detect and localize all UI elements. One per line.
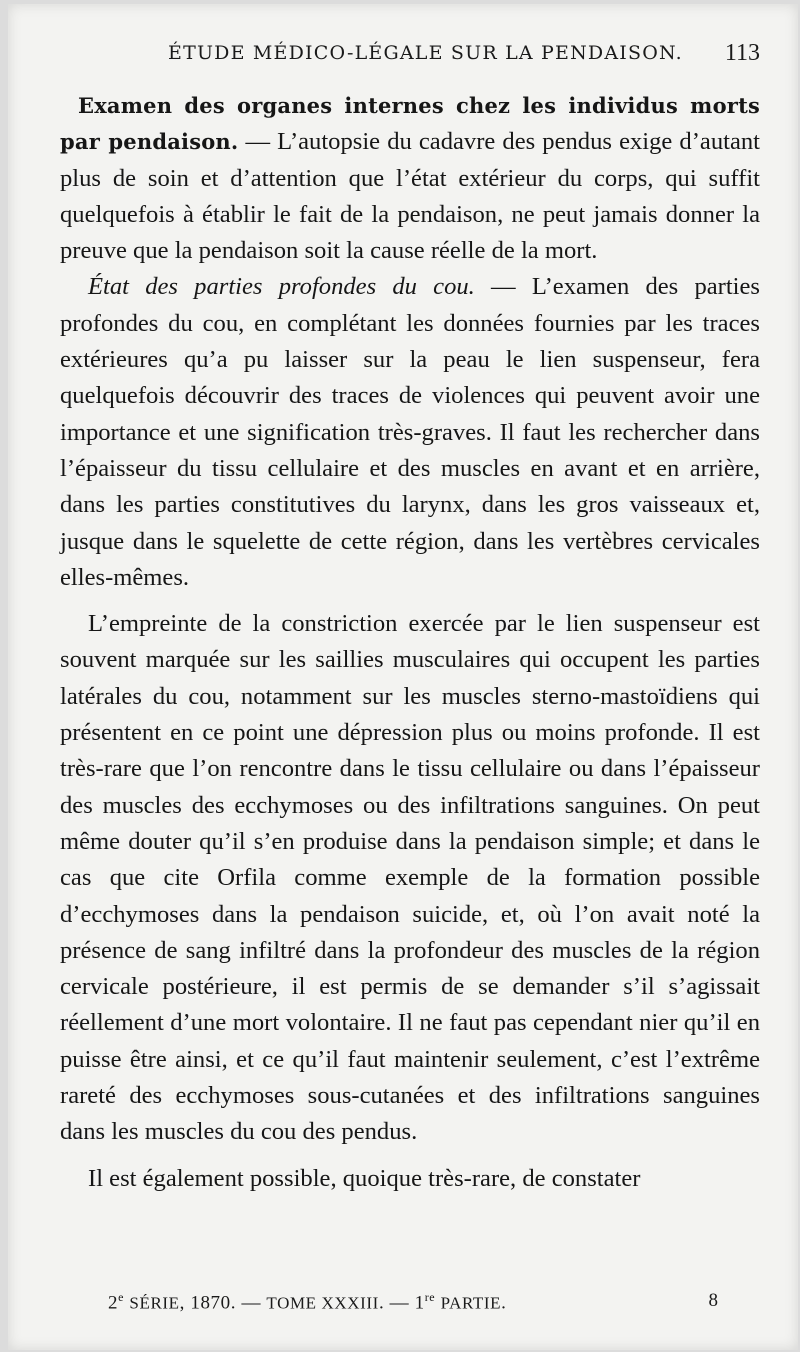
part-number: 1 — [414, 1292, 425, 1314]
year: 1870 — [190, 1292, 231, 1314]
part-label: PARTIE — [440, 1293, 502, 1313]
section-paragraph — [60, 88, 760, 269]
page-number: 113 — [724, 40, 760, 66]
tome: TOME XXXIII — [266, 1293, 379, 1313]
section-title: Examen des organes internes chez les individus morts par pendaison. — [60, 93, 760, 155]
page-footer — [108, 1290, 718, 1320]
series-label: SÉRIE — [129, 1293, 180, 1313]
subsection-heading: État des parties profondes du cou. — [88, 273, 475, 301]
subsection-text: — L’examen des parties profondes du cou, en complétant les données fournies par les traces extérieures qu’a pu laisser sur la peau le lien suspenseur, fera quelquefois découvrir des traces de violences qui peuvent avoir une importance et une signification très-graves. Il faut les rechercher dans l’épaisseur du tissu cellulaire et des muscles en avant et en arrière, dans les parties constitutives du larynx, dans les gros vaisseaux et, jusque dans le squelette de cette région, dans les vertèbres cervicales elles-mêmes. — [60, 273, 761, 591]
book-page — [8, 4, 798, 1350]
running-title: ÉTUDE MÉDICO-LÉGALE SUR LA PENDAISON. — [168, 42, 683, 64]
paragraph: Il est également possible, quoique très-rare, de constater — [88, 1164, 641, 1192]
sheet-number: 8 — [708, 1290, 718, 1311]
paragraph: L’empreinte de la constriction exercée par le lien suspenseur est souvent marquée sur les saillies musculaires qui occupent les parties latérales du cou, notamment sur les muscles sterno-mastoïdiens qui présentent en ce point une dépression plus ou moins profonde. Il est très-rare que l’on rencontre dans le tissu cellulaire ou dans l’épaisseur des muscles des ecchymoses ou des infiltrations sanguines. On peut même douter qu’il s’en produise dans la pendaison simple; et dans le cas que cite Orfila comme exemple de la formation possible d’ecchymoses dans la pendaison suicide, et, où l’on avait noté la présence de sang infiltré dans la profondeur des muscles de la région cervicale postérieure, il est permis de se demander s’il s’agissait réellement d’une mort volontaire. Il ne faut pas cependant nier qu’il en puisse être ainsi, et ce qu’il faut maintenir seulement, c’est l’extrême rareté des ecchymoses sous-cutanées et des infiltrations sanguines dans les muscles du cou des pendus. — [60, 610, 760, 1146]
page-header — [60, 40, 760, 72]
signature-line: 2e SÉRIE, 1870. — TOME XXXIII. — 1re PARTIE. — [108, 1290, 507, 1314]
series-sup: e — [118, 1290, 125, 1304]
series-number: 2 — [108, 1292, 119, 1314]
part-sup: re — [424, 1290, 436, 1304]
body-text — [60, 88, 760, 1197]
subsection-paragraph — [60, 269, 760, 596]
section-intro: — L’autopsie du cadavre des pendus exige d’autant plus de soin et d’attention que l’état extérieur du corps, qui suffit quelquefois à établir le fait de la pendaison, ne peut jamais donner la preuve que la pendaison soit la cause réelle de la mort. — [60, 128, 760, 265]
